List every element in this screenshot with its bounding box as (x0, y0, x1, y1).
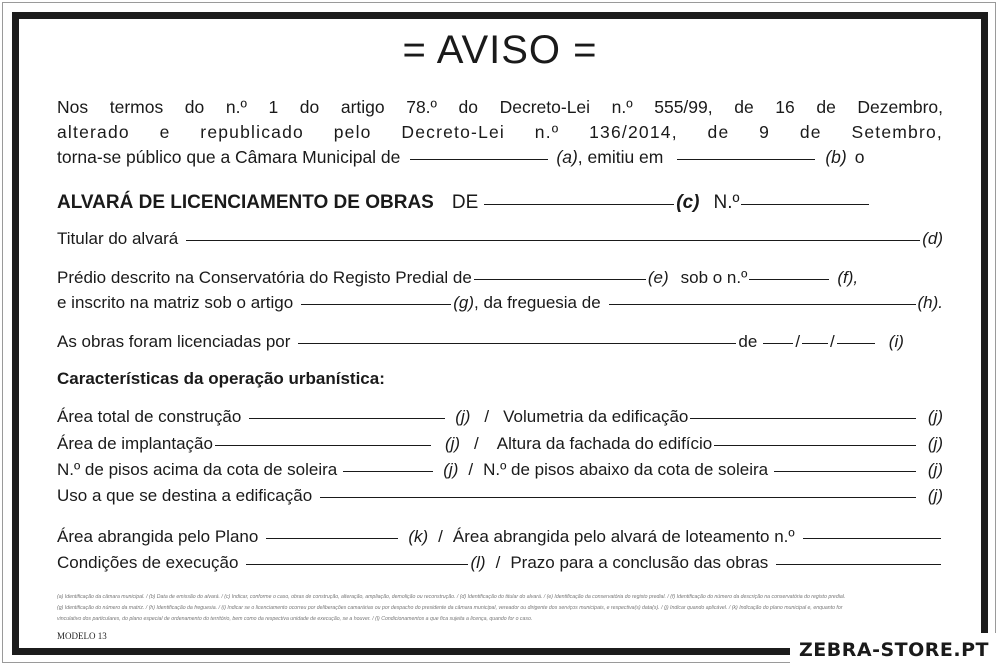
predio-freguesia: , da freguesia de (474, 293, 601, 312)
mark-j: (j) (927, 460, 943, 479)
intro-line-2: alterado e republicado pelo Decreto-Lei n.º 136/2014, de 9 de Setembro, (57, 122, 943, 142)
row-area-total (57, 407, 943, 427)
intro-text-c: o (854, 147, 865, 167)
slash: / (468, 460, 474, 479)
mark-j: (j) (443, 460, 459, 479)
row-condicoes (57, 553, 943, 573)
blank-volumetria (690, 418, 916, 419)
blank-loteamento (803, 538, 941, 539)
pisos-acima-label: N.º de pisos acima da cota de soleira (57, 460, 338, 479)
condicoes-label: Condições de execução (57, 553, 239, 572)
blank-pisos-abaixo (774, 471, 916, 472)
mark-e: (e) (647, 268, 669, 287)
slash: / (438, 527, 443, 546)
alvara-numero: N.º (713, 192, 740, 213)
mark-j: (j) (927, 407, 943, 426)
predio-line-2 (57, 293, 943, 313)
slash: / (474, 434, 479, 453)
mark-d: (d) (922, 229, 943, 248)
blank-artigo (301, 304, 451, 305)
mark-g: (g) (453, 293, 474, 312)
blank-data (677, 159, 815, 160)
obras-label: As obras foram licenciadas por (57, 332, 291, 351)
blank-numero (741, 204, 869, 205)
area-total-label: Área total de construção (57, 407, 242, 426)
blank-mes (802, 343, 828, 344)
mark-l: (l) (470, 553, 486, 572)
footnote-line-3: vinculativo dos particulares, do plano especial de ordenamento do território, bem como da respectiva unidade de execução, se a houver. / (l) Condicionamentos a que fica sujeita a licença, quando for o caso. (57, 616, 533, 622)
volumetria-label: Volumetria da edificação (503, 407, 689, 426)
obras-de: de (738, 332, 758, 351)
alvara-label: ALVARÁ DE LICENCIAMENTO DE OBRAS (57, 192, 434, 213)
pisos-abaixo-label: N.º de pisos abaixo da cota de soleira (483, 460, 769, 479)
blank-prazo (776, 564, 941, 565)
mark-b: (b) (825, 147, 847, 167)
footnote-line-1: (a) Identificação da câmara municipal. / (b) Data de emissão do alvará. / (c) Indicar, conforme o caso, obras de construção, alteração, ampliação, demolição ou reconstrução. / (d) Identificação do titular do alvará. / (e) Identificação da conservatória do registo predial. / (f) Identificação do número da descrição na conservatória do registo predial. (57, 594, 846, 600)
intro-line-1: Nos termos do n.º 1 do artigo 78.º do Decreto-Lei n.º 555/99, de 16 de Dezembro, (57, 97, 943, 117)
area-alvara-label: Área abrangida pelo alvará de loteamento n.º (452, 527, 795, 546)
row-plano (57, 527, 943, 547)
mark-j: (j) (455, 407, 471, 426)
footnote-line-2: (g) Identificação do número da matriz. / (h) Identificação da freguesia. / (i) Indicar se o licenciamento ocorreu por deliberações camarárias ou por despacho do presidente da câmara municipal, vereador ou dirigente dos serviços municipais, e respectiva(s) data(s). / (j) Indicar quando aplicável. / (k) Indicação do plano municipal e, enquanto for (57, 605, 843, 611)
predio-inscrito: e inscrito na matriz sob o artigo (57, 293, 294, 312)
obras-slash-2: / (830, 332, 835, 351)
blank-descricao (749, 279, 829, 280)
mark-j: (j) (444, 434, 461, 453)
blank-altura (714, 445, 916, 446)
area-implantacao-label: Área de implantação (57, 434, 213, 453)
blank-camara (410, 159, 548, 160)
blank-freguesia (609, 304, 916, 305)
altura-label: Altura da fachada do edifício (496, 434, 713, 453)
predio-sob: sob o n.º (680, 268, 748, 287)
obras-slash-1: / (795, 332, 801, 351)
blank-condicoes (246, 564, 468, 565)
uso-label: Uso a que se destina a edificação (57, 486, 313, 505)
row-uso (57, 486, 943, 506)
blank-pisos-acima (343, 471, 433, 472)
slash: / (484, 407, 490, 426)
footnotes (57, 592, 943, 625)
intro-line-3 (57, 146, 943, 169)
mark-c: (c) (676, 192, 700, 213)
blank-conservatoria (474, 279, 646, 280)
blank-area-total (249, 418, 445, 419)
titular-label: Titular do alvará (57, 229, 179, 248)
alvara-de: DE (451, 192, 479, 213)
prazo-label: Prazo para a conclusão das obras (510, 553, 769, 572)
mark-a: (a) (556, 147, 578, 167)
blank-licenciadas (298, 343, 736, 344)
page-title: = AVISO = (402, 28, 598, 72)
predio-line-1 (57, 268, 943, 288)
blank-tipo-obra (484, 204, 674, 205)
row-pisos (57, 460, 943, 480)
mark-i: (i) (888, 332, 904, 351)
predio-label: Prédio descrito na Conservatória do Registo Predial de (57, 268, 472, 287)
brand-logo: ZEBRA-STORE.PT (790, 633, 998, 667)
blank-ano (837, 343, 875, 344)
slash: / (495, 553, 501, 572)
mark-k: (k) (408, 527, 429, 546)
mark-f: (f), (837, 268, 859, 287)
mark-j: (j) (927, 434, 943, 453)
blank-dia (763, 343, 793, 344)
blank-area-implantacao (215, 445, 431, 446)
blank-titular (186, 240, 920, 241)
blank-plano (266, 538, 398, 539)
caracteristicas-label: Características da operação urbanística: (57, 369, 385, 388)
area-plano-label: Área abrangida pelo Plano (57, 527, 259, 546)
mark-h: (h). (917, 293, 943, 312)
row-area-implantacao (57, 434, 943, 454)
mark-j: (j) (927, 486, 943, 505)
titular-line (57, 229, 943, 249)
alvara-line (57, 192, 943, 214)
caracteristicas-heading (57, 369, 943, 389)
intro-text-a: torna-se público que a Câmara Municipal de (57, 147, 401, 167)
intro-text-b: , emitiu em (577, 147, 664, 167)
obras-line (57, 332, 943, 352)
blank-uso (320, 497, 916, 498)
modelo-label: MODELO 13 (57, 631, 107, 641)
